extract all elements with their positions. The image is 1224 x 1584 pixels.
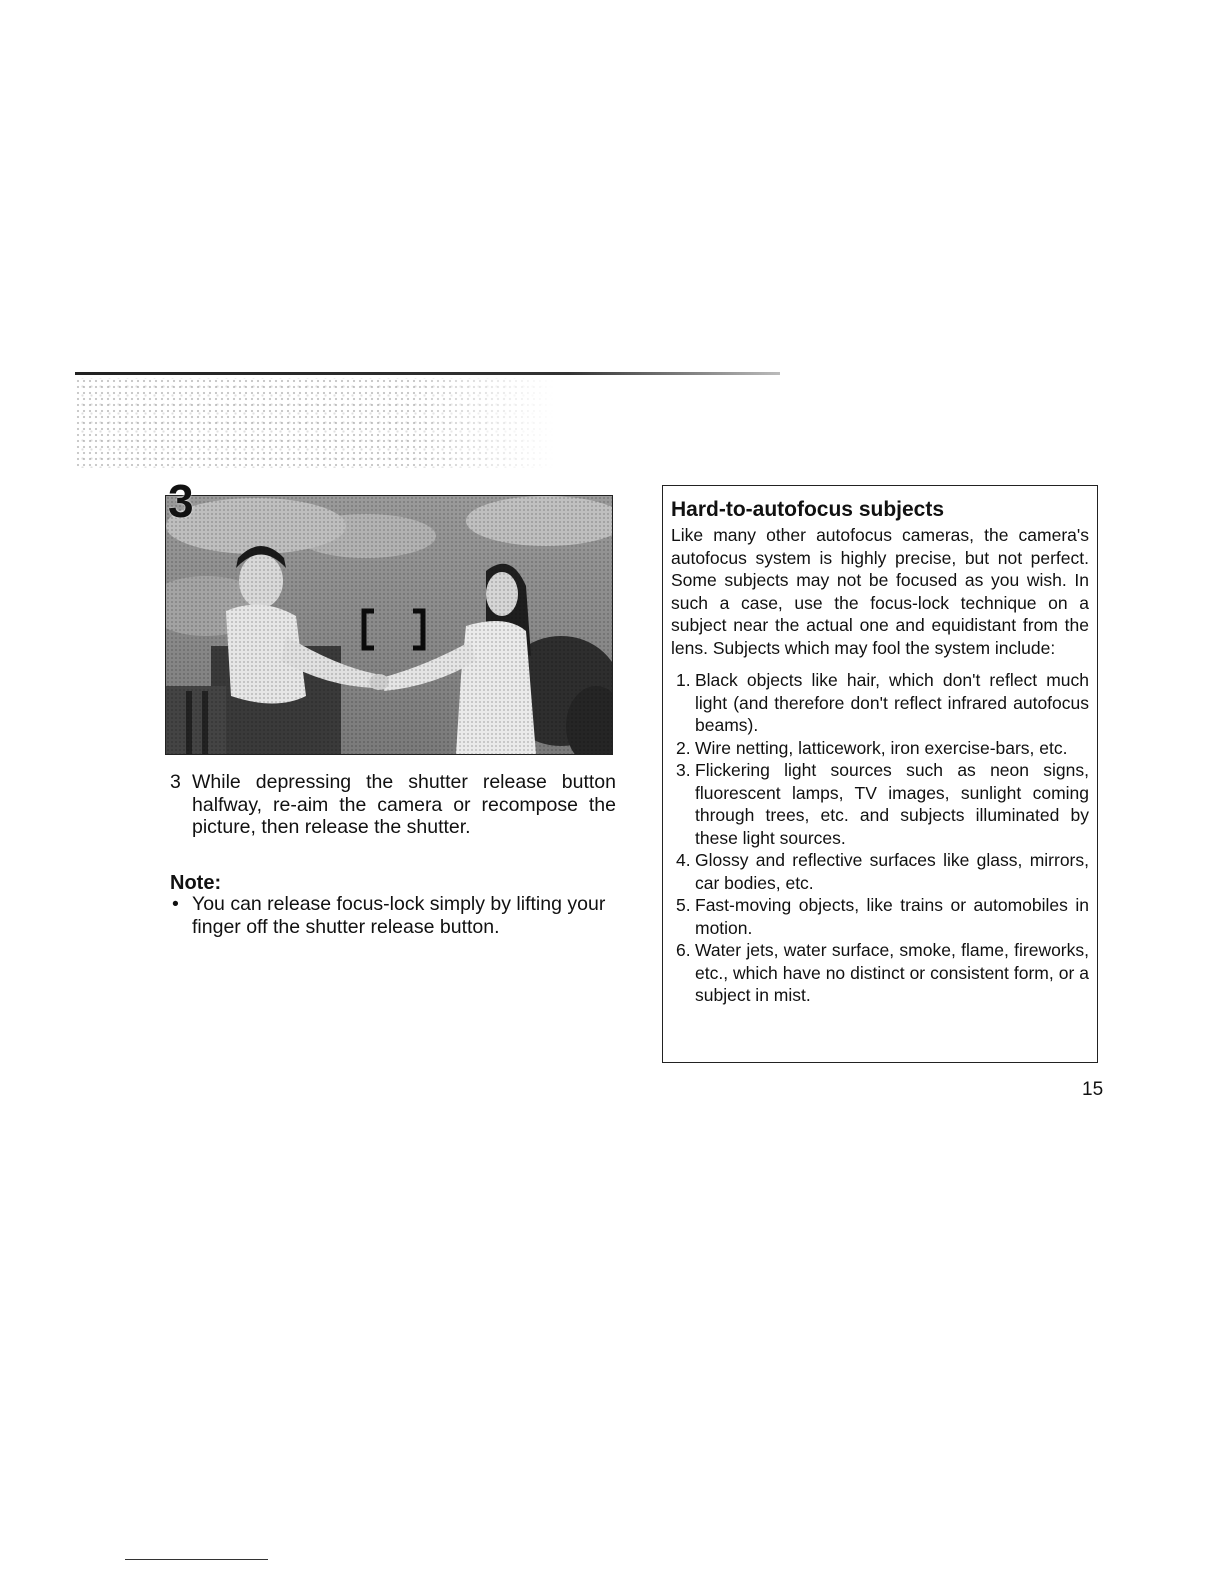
list-item-number: 6. (676, 940, 691, 960)
step-instruction (170, 771, 616, 839)
list-item-number: 5. (676, 895, 691, 915)
step-instruction-number: 3 (170, 771, 181, 793)
list-item (671, 894, 1089, 939)
list-item-text: Flickering light sources such as neon signs, fluorescent lamps, TV images, sunlight coming through trees, etc. and subjects illuminated by these light sources. (695, 760, 1089, 848)
list-item (671, 669, 1089, 737)
list-item-number: 4. (676, 850, 691, 870)
list-item (671, 759, 1089, 849)
list-item-text: Water jets, water surface, smoke, flame, fireworks, etc., which have no distinct or consistent form, or a subject in mist. (695, 940, 1089, 1005)
list-item (671, 737, 1089, 760)
box-title: Hard-to-autofocus subjects (671, 498, 945, 521)
list-item-number: 3. (676, 760, 691, 780)
note-heading: Note: (170, 872, 222, 894)
note-item (170, 893, 620, 938)
page-number: 15 (1082, 1079, 1104, 1100)
list-item-text: Black objects like hair, which don't reflect much light (and therefore don't reflect infrared autofocus beams). (695, 670, 1089, 735)
header-rule (75, 372, 780, 375)
focus-lock-photo (165, 495, 613, 755)
list-item-number: 1. (676, 670, 691, 690)
list-item-text: Glossy and reflective surfaces like glass, mirrors, car bodies, etc. (695, 850, 1089, 893)
list-item (671, 939, 1089, 1007)
step-instruction-text: While depressing the shutter release button halfway, re-aim the camera or recompose the picture, then release the shutter. (192, 771, 616, 838)
subject-list (671, 669, 1089, 1007)
bullet-icon: • (172, 893, 179, 915)
list-item (671, 849, 1089, 894)
footer-rule (125, 1559, 268, 1560)
box-intro: Like many other autofocus cameras, the camera's autofocus system is highly precise, but not perfect. Some subjects may not be focused as you wish. In such a case, use the focus-lock technique on a subject near the actual one and equidistant from the lens. Subjects which may fool the system include: (671, 525, 1089, 658)
list-item-text: Wire netting, latticework, iron exercise-bars, etc. (695, 737, 1068, 758)
list-item-text: Fast-moving objects, like trains or automobiles in motion. (695, 895, 1089, 938)
hard-to-autofocus-box (662, 485, 1098, 1063)
list-item-number: 2. (676, 737, 691, 758)
note-item-text: You can release focus-lock simply by lifting your finger off the shutter release button. (192, 893, 606, 938)
figure-step-number: 3 (168, 475, 194, 527)
header-halftone-band (75, 378, 555, 468)
